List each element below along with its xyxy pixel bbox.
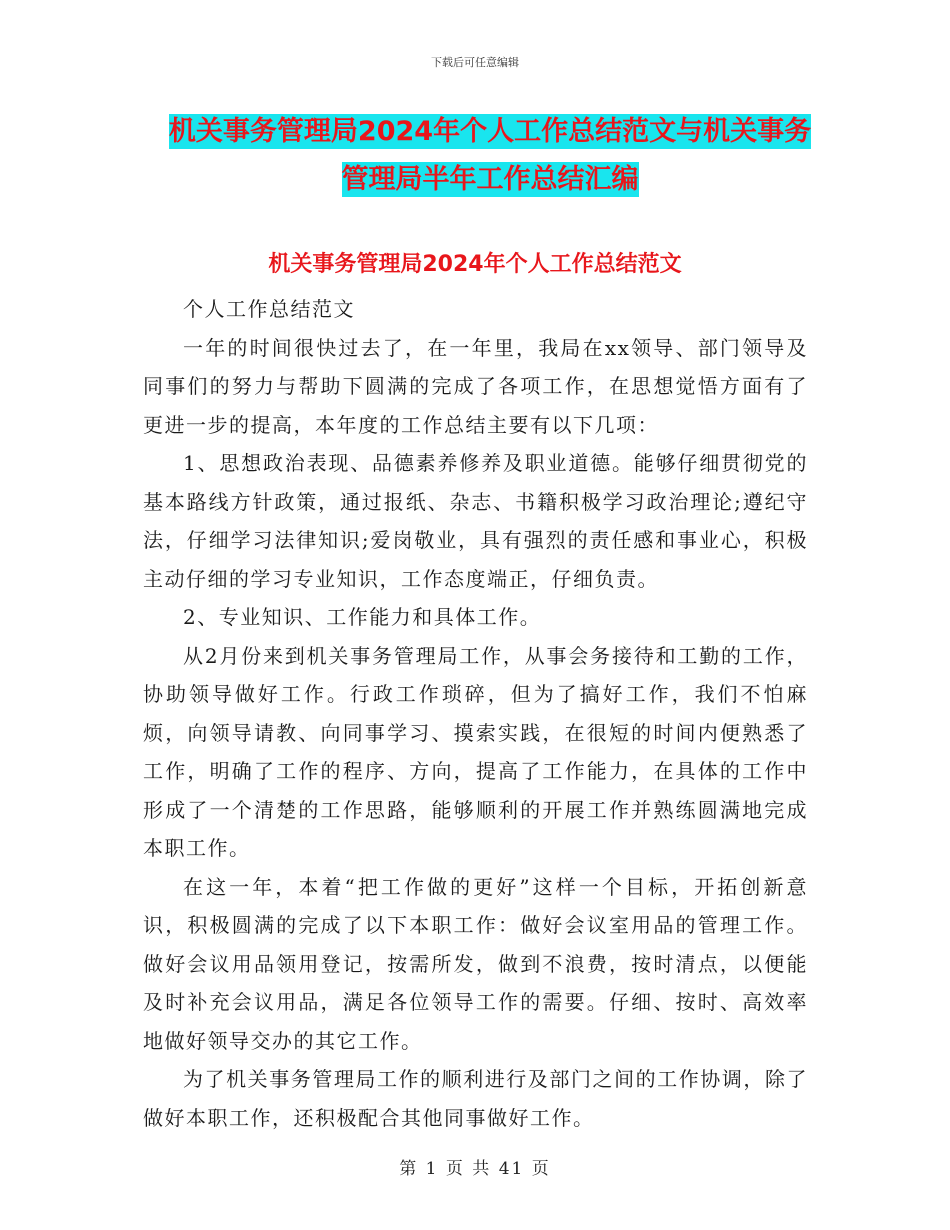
paragraph: 1、思想政治表现、品德素养修养及职业道德。能够仔细贯彻党的基本路线方针政策，通过报纸、杂志、书籍积极学习政治理论;遵纪守法，仔细学习法律知识;爱岗敬业，具有强烈的责任感和事业心，积极主动仔细的学习专业知识，工作态度端正，仔细负责。 [143, 451, 808, 591]
body-text [143, 290, 808, 1137]
title-line-2: 管理局半年工作总结汇编 [341, 164, 639, 195]
paragraph: 一年的时间很快过去了，在一年里，我局在xx领导、部门领导及同事们的努力与帮助下圆满的完成了各项工作，在思想觉悟方面有了更进一步的提高，本年度的工作总结主要有以下几项： [143, 335, 808, 437]
paragraph: 在这一年，本着“把工作做的更好”这样一个目标，开拓创新意识，积极圆满的完成了以下本职工作：做好会议室用品的管理工作。做好会议用品领用登记，按需所发，做到不浪费，按时清点，以便能及时补充会议用品，满足各位领导工作的需要。仔细、按时、高效率地做好领导交办的其它工作。 [143, 874, 808, 1053]
document-title [140, 108, 840, 204]
section-title: 机关事务管理局2024年个人工作总结范文 [268, 252, 682, 277]
paragraph: 为了机关事务管理局工作的顺利进行及部门之间的工作协调，除了做好本职工作，还积极配合其他同事做好工作。 [143, 1067, 808, 1130]
header-note: 下载后可任意编辑 [431, 56, 519, 69]
paragraph: 个人工作总结范文 [183, 297, 355, 321]
paragraph: 从2月份来到机关事务管理局工作，从事会务接待和工勤的工作，协助领导做好工作。行政工作琐碎，但为了搞好工作，我们不怕麻烦，向领导请教、向同事学习、摸索实践，在很短的时间内便熟悉了工作，明确了工作的程序、方向，提高了工作能力，在具体的工作中形成了一个清楚的工作思路，能够顺利的开展工作并熟练圆满地完成本职工作。 [143, 643, 808, 860]
page-footer: 第 1 页 共 41 页 [399, 1159, 551, 1179]
title-line-1: 机关事务管理局2024年个人工作总结范文与机关事务 [168, 116, 812, 147]
paragraph: 2、专业知识、工作能力和具体工作。 [183, 605, 542, 629]
